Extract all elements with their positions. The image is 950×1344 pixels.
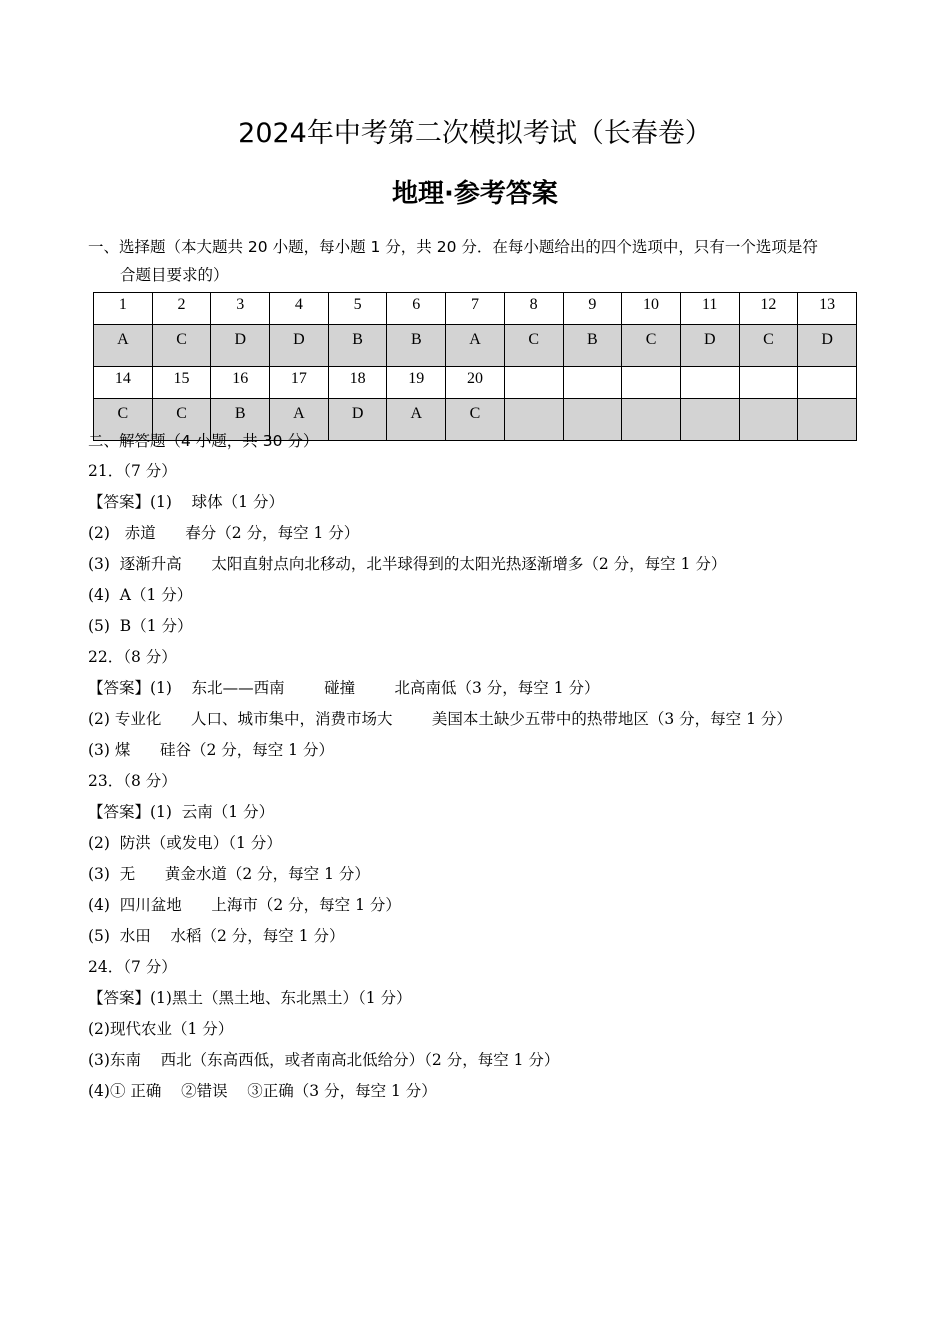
answer-table-cell: C [504, 325, 563, 367]
answer-table-cell [680, 367, 739, 399]
answer-table-cell: D [798, 325, 857, 367]
answer-table-answer-row [94, 325, 857, 367]
answer-table-cell: 11 [680, 293, 739, 325]
answer-table-cell [680, 399, 739, 441]
answer-table-cell: C [622, 325, 681, 367]
answer-lines [88, 458, 908, 1109]
answer-table-cell: A [94, 325, 153, 367]
answer-table-cell: C [739, 325, 798, 367]
answer-line: 【答案】(1) 云南（1 分） [88, 803, 275, 821]
answer-table-cell: 10 [622, 293, 681, 325]
answer-line: 24．（7 分） [88, 958, 177, 976]
answer-table-cell: 5 [328, 293, 387, 325]
answer-table-cell [622, 399, 681, 441]
answer-table-cell: C [152, 399, 211, 441]
section-1-heading-line-1: 一、选择题（本大题共 20 小题，每小题 1 分，共 20 分．在每小题给出的四个选项中，只有一个选项是符 [88, 238, 818, 256]
answer-line: (4)① 正确 ②错误 ③正确（3 分，每空 1 分） [88, 1082, 437, 1100]
answer-table-cell [563, 399, 622, 441]
section-1-heading-line-2: 合题目要求的） [120, 266, 229, 284]
answer-table [93, 292, 857, 441]
answer-line: (2) 赤道 春分（2 分，每空 1 分） [88, 524, 360, 542]
answer-table-cell: B [563, 325, 622, 367]
answer-table-cell: A [270, 399, 329, 441]
answer-line: (5) 水田 水稻（2 分，每空 1 分） [88, 927, 345, 945]
answer-line: 22．（8 分） [88, 648, 177, 666]
answer-table-cell: C [152, 325, 211, 367]
answer-table-number-row [94, 293, 857, 325]
answer-line: (5) B（1 分） [88, 617, 193, 635]
answer-table-cell: D [211, 325, 270, 367]
answer-table-cell: 17 [270, 367, 329, 399]
answer-line: 21．（7 分） [88, 462, 177, 480]
answer-line: 【答案】(1) 球体（1 分） [88, 493, 284, 511]
answer-table-cell [504, 399, 563, 441]
answer-table-cell: A [446, 325, 505, 367]
answer-table-cell: 1 [94, 293, 153, 325]
answer-table-cell: 6 [387, 293, 446, 325]
answer-line: (3)东南 西北（东高西低，或者南高北低给分）（2 分，每空 1 分） [88, 1051, 560, 1069]
answer-table-cell: 13 [798, 293, 857, 325]
answer-table-cell [798, 399, 857, 441]
answer-table-cell: A [387, 399, 446, 441]
answer-line: (3) 无 黄金水道（2 分，每空 1 分） [88, 865, 370, 883]
answer-line: 【答案】(1) 东北——西南 碰撞 北高南低（3 分，每空 1 分） [88, 679, 600, 697]
answer-line: (2) 专业化 人口、城市集中，消费市场大 美国本土缺少五带中的热带地区（3 分，每空 1 分） [88, 710, 792, 728]
answer-table-cell: D [328, 399, 387, 441]
answer-table-cell: 16 [211, 367, 270, 399]
answer-table-cell: 14 [94, 367, 153, 399]
answer-table-cell: 7 [446, 293, 505, 325]
answer-table-cell: 15 [152, 367, 211, 399]
answer-table-cell: C [94, 399, 153, 441]
answer-table-cell: 8 [504, 293, 563, 325]
answer-line: 23．（8 分） [88, 772, 177, 790]
answer-table-cell: 18 [328, 367, 387, 399]
answer-table-cell [739, 399, 798, 441]
answer-table-cell: 19 [387, 367, 446, 399]
answer-line: (3) 煤 硅谷（2 分，每空 1 分） [88, 741, 334, 759]
answer-table-cell [622, 367, 681, 399]
answer-line: (2)现代农业（1 分） [88, 1020, 234, 1038]
answer-line: 【答案】(1)黑土（黑土地、东北黑土）（1 分） [88, 989, 412, 1007]
answer-line: (4) A（1 分） [88, 586, 193, 604]
answer-table-cell: 9 [563, 293, 622, 325]
answer-table-cell [504, 367, 563, 399]
answer-table-cell: 4 [270, 293, 329, 325]
page-subtitle: 地理·参考答案 [392, 179, 558, 209]
answer-table-cell: 3 [211, 293, 270, 325]
answer-table-cell: C [446, 399, 505, 441]
answer-table-cell [798, 367, 857, 399]
answer-table-cell [563, 367, 622, 399]
answer-table-cell: D [680, 325, 739, 367]
answer-line: (4) 四川盆地 上海市（2 分，每空 1 分） [88, 896, 401, 914]
answer-table-cell: B [211, 399, 270, 441]
answer-table-cell: D [270, 325, 329, 367]
section-1-heading [88, 233, 878, 289]
answer-line: (3) 逐渐升高 太阳直射点向北移动，北半球得到的太阳光热逐渐增多（2 分，每空 1 分） [88, 555, 727, 573]
answer-table-cell: B [387, 325, 446, 367]
answer-line: (2) 防洪（或发电）（1 分） [88, 834, 282, 852]
answer-table-number-row [94, 367, 857, 399]
page-title: 2024年中考第二次模拟考试（长春卷） [238, 118, 712, 149]
answer-table-cell [739, 367, 798, 399]
answer-table-cell: B [328, 325, 387, 367]
answer-table-cell: 2 [152, 293, 211, 325]
answer-table-cell: 12 [739, 293, 798, 325]
answer-table-cell: 20 [446, 367, 505, 399]
section-2-heading: 二、解答题（4 小题，共 30 分） [88, 432, 319, 450]
